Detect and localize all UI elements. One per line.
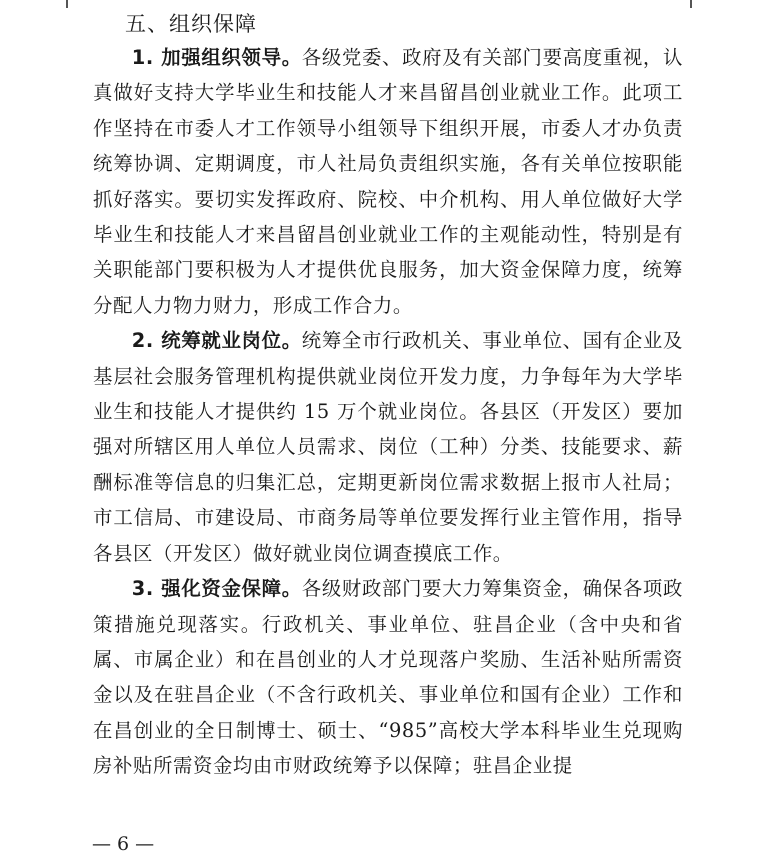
paragraph-text: 统筹全市行政机关、事业单位、国有企业及基层社会服务管理机构提供就业岗位开发力度，力争每年为大学毕业生和技能人才提供约 15 万个就业岗位。各县区（开发区）要加强对所辖区用人单位人员需求、岗位（工种）分类、技能要求、薪酬标准等信息的归集汇总，定期更新岗位需求数据上报市人社局；市工信局、市建设局、市商务局等单位要发挥行业主管作用，指导各县区（开发区）做好就业岗位调查摸底工作。 (93, 329, 683, 565)
paragraph-lead: 2. 统筹就业岗位。 (131, 329, 302, 353)
top-left-rule (66, 0, 68, 8)
paragraph-text: 各级财政部门要大力筹集资金，确保各项政策措施兑现落实。行政机关、事业单位、驻昌企业（含中央和省属、市属企业）和在昌创业的人才兑现落户奖励、生活补贴所需资金以及在驻昌企业（不含行政机关、事业单位和国有企业）工作和在昌创业的全日制博士、硕士、“985”高校大学本科毕业生兑现购房补贴所需资金均由市财政统筹予以保障；驻昌企业提 (93, 577, 683, 778)
page-number: — 6 — (92, 833, 155, 855)
section-heading: 五、组织保障 (125, 12, 257, 36)
body-text (93, 40, 683, 784)
paragraph-leadership (93, 40, 683, 323)
paragraph-lead: 1. 加强组织领导。 (131, 46, 302, 69)
paragraph-lead: 3. 强化资金保障。 (131, 577, 302, 601)
paragraph-funding (93, 571, 683, 783)
top-right-rule (690, 0, 692, 8)
paragraph-positions (93, 323, 683, 571)
paragraph-text: 各级党委、政府及有关部门要高度重视，认真做好支持大学毕业生和技能人才来昌留昌创业就业工作。此项工作坚持在市委人才工作领导小组领导下组织开展，市委人才办负责统筹协调、定期调度，市人社局负责组织实施，各有关单位按职能抓好落实。要切实发挥政府、院校、中介机构、用人单位做好大学毕业生和技能人才来昌留昌创业就业工作的主观能动性，特别是有关职能部门要积极为人才提供优良服务，加大资金保障力度，统筹分配人力物力财力，形成工作合力。 (93, 46, 683, 317)
